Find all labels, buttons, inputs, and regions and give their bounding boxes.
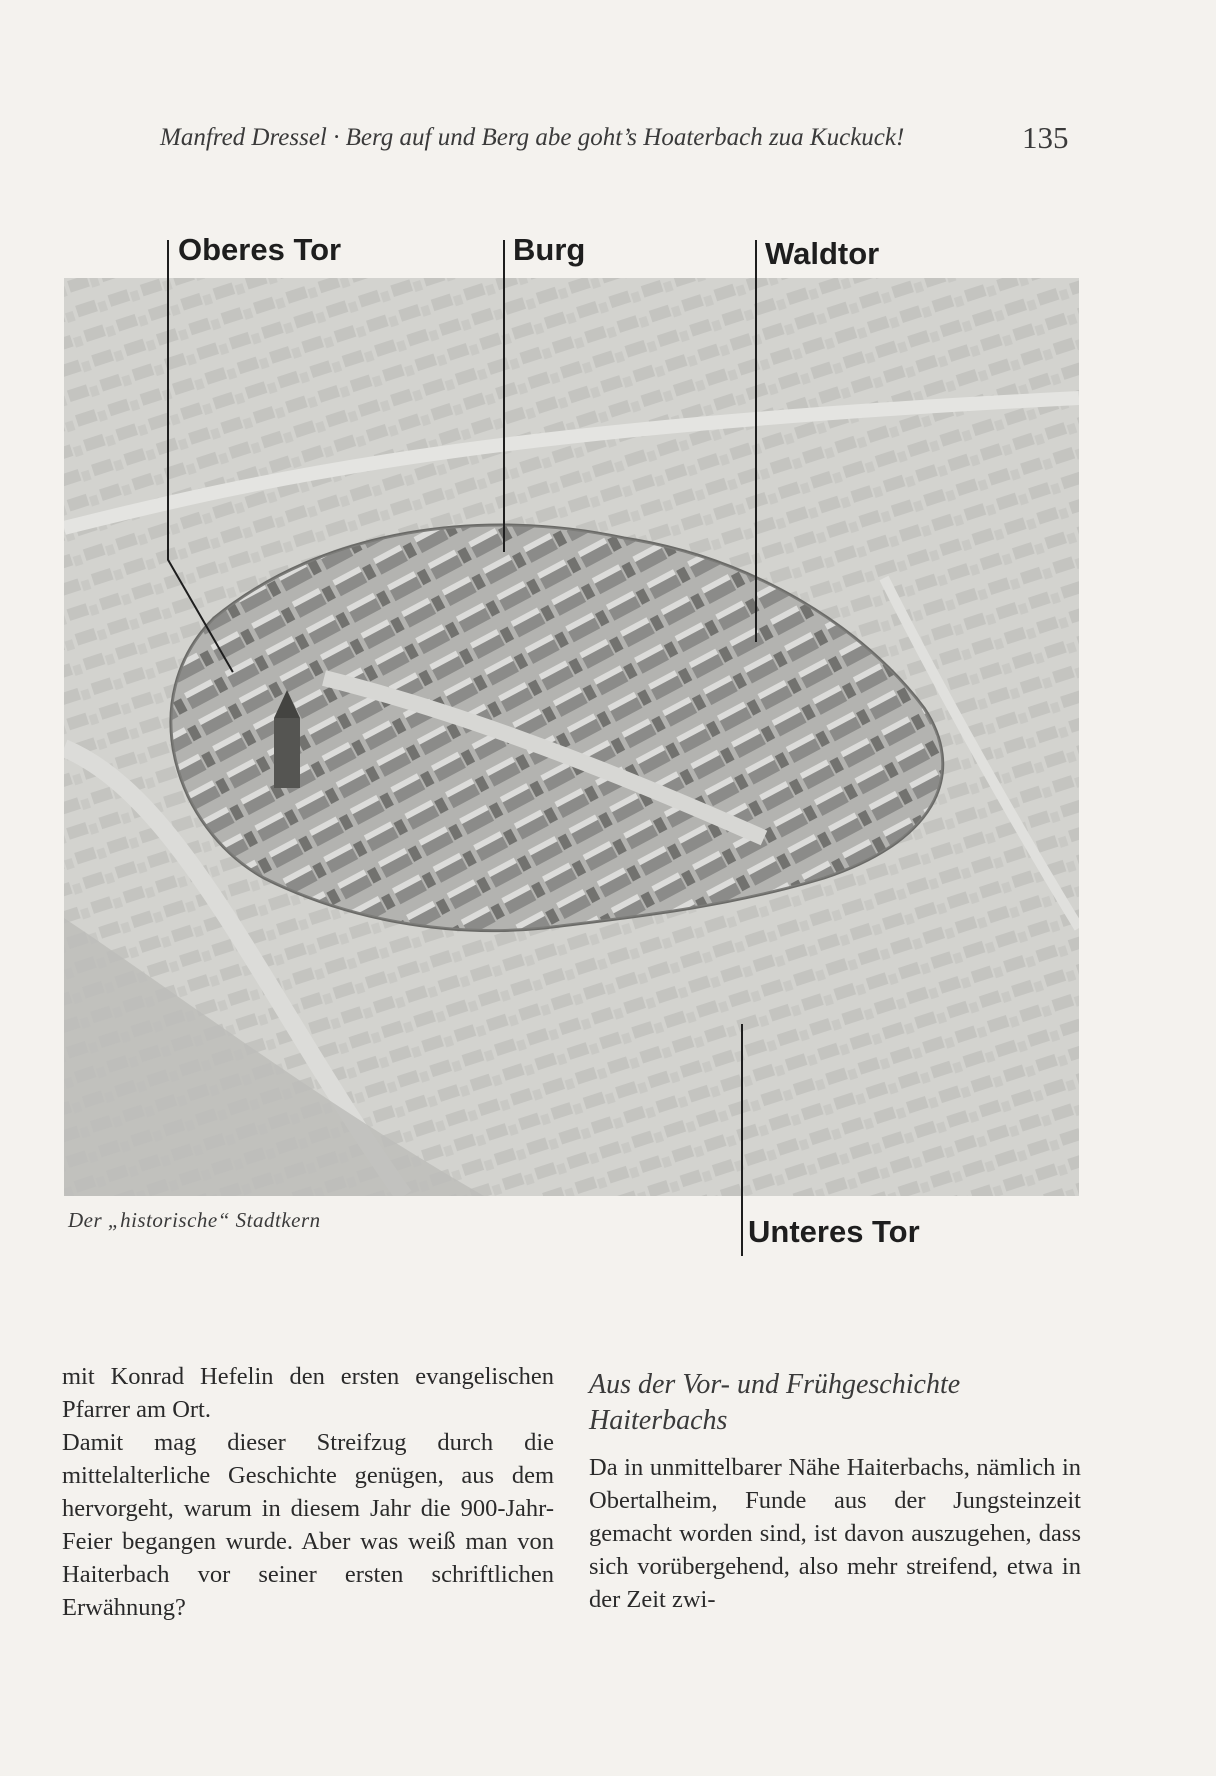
left-paragraph-2: Damit mag dieser Streifzug durch die mittelalterliche Geschichte genügen, aus dem hervorgeht, warum in diesem Jahr die 900-Jahr-Feier begangen wurde. Aber was weiß man von Haiterbach vor seiner ersten schriftlichen Erwähnung? — [62, 1429, 554, 1621]
unteres-tor-leader — [741, 1024, 743, 1256]
label-unteres-tor: Unteres Tor — [748, 1214, 920, 1249]
running-header: Manfred Dressel · Berg auf und Berg abe goht’s Hoaterbach zua Kuckuck! — [160, 124, 905, 151]
label-oberes-tor: Oberes Tor — [178, 232, 342, 267]
burg-leader — [503, 240, 505, 552]
oberes-tor-leader — [167, 240, 169, 560]
label-waldtor: Waldtor — [765, 236, 880, 271]
aerial-photo — [64, 278, 1079, 1196]
left-column — [62, 1360, 554, 1624]
right-column — [589, 1367, 1081, 1616]
right-paragraph: Da in unmittelbarer Nähe Haiterbachs, nämlich in Obertalheim, Funde aus der Jungsteinzeit gemacht worden sind, ist davon auszugehen, dass sich vorübergehend, also mehr streifend, etwa in der Zeit zwi- — [589, 1454, 1081, 1613]
page-number: 135 — [1022, 120, 1069, 155]
label-burg: Burg — [513, 232, 586, 267]
waldtor-leader — [755, 240, 757, 642]
figure-caption: Der „historische“ Stadtkern — [68, 1208, 321, 1232]
left-paragraph-1: mit Konrad Hefelin den ersten evangelischen Pfarrer am Ort. — [62, 1363, 554, 1423]
section-heading: Aus der Vor- und Frühgeschichte Haiterbachs — [589, 1369, 961, 1436]
